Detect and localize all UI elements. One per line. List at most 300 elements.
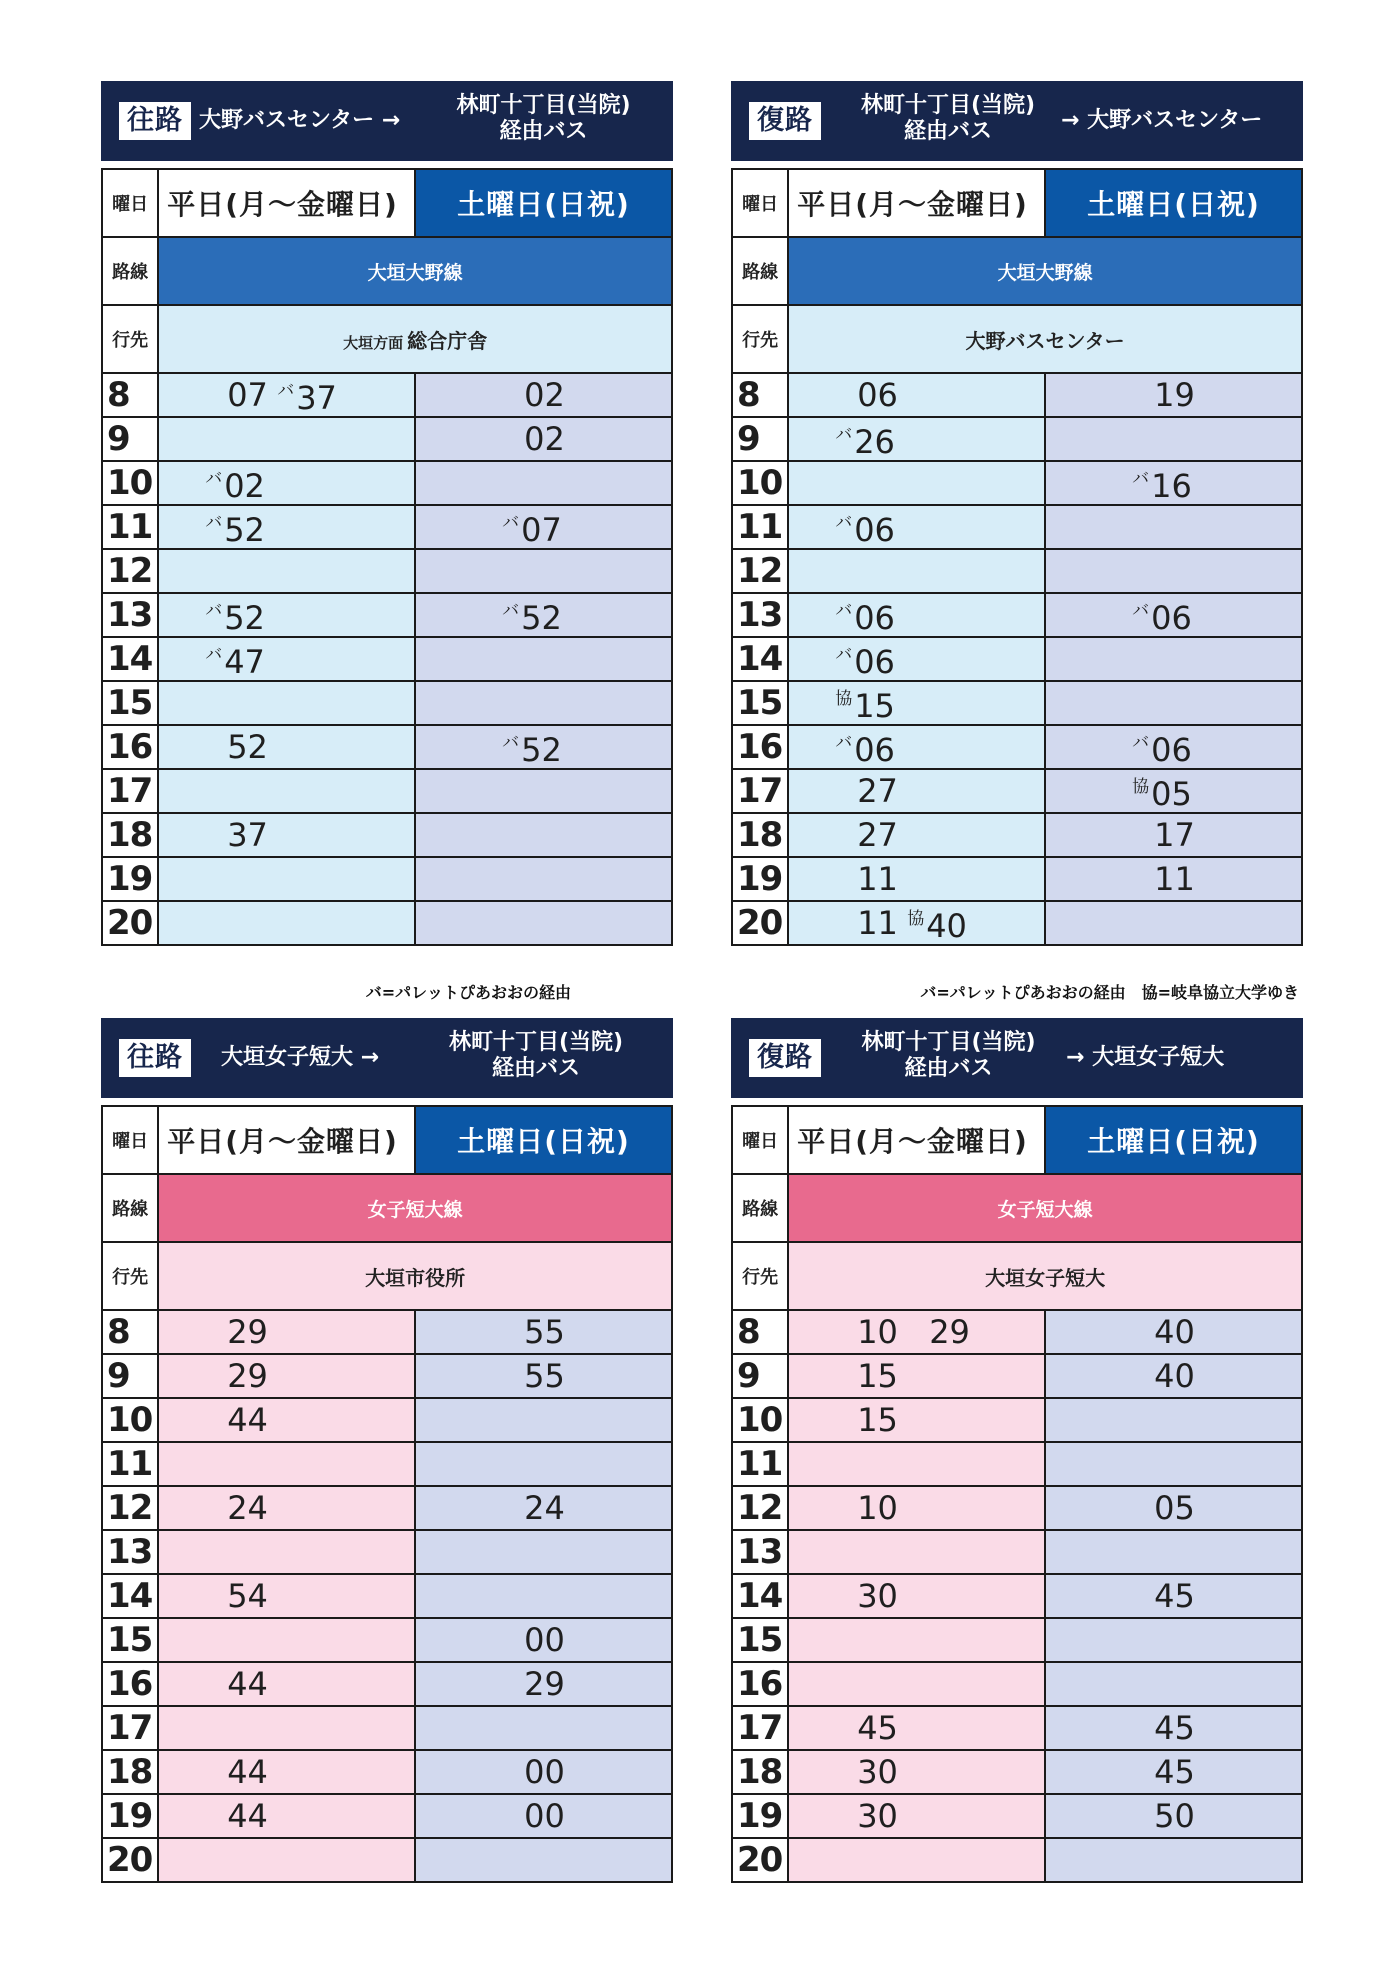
minute: 37 [296, 379, 337, 417]
destination: 大垣方面 総合庁舎 [158, 305, 672, 373]
weekday-times-cell [788, 637, 1045, 681]
departure-time [524, 1797, 565, 1835]
hour-label: 13 [102, 1530, 158, 1574]
weekday-times-cell [158, 725, 415, 769]
timetable [731, 168, 1303, 946]
hour-row [732, 1310, 1302, 1354]
day-label: 曜日 [732, 1106, 788, 1174]
hour-label: 9 [732, 417, 788, 461]
route-marker: バ [835, 601, 853, 621]
minute: 45 [1154, 1753, 1195, 1791]
departure-time [524, 1621, 565, 1659]
minute: 44 [227, 1401, 268, 1439]
weekday-times-cell [158, 1662, 415, 1706]
weekend-times-cell [415, 1486, 672, 1530]
hour-row [102, 1618, 672, 1662]
weekday-times-cell [158, 1486, 415, 1530]
weekday-times-cell [788, 1794, 1045, 1838]
panel-header [731, 1018, 1303, 1098]
weekend-times-cell [1045, 1662, 1302, 1706]
weekend-times-cell [415, 1530, 672, 1574]
hour-row [102, 1486, 672, 1530]
minute: 27 [857, 772, 898, 810]
hour-row [732, 1706, 1302, 1750]
route-label: 路線 [732, 1174, 788, 1242]
minute: 05 [1154, 1489, 1195, 1527]
departure-time [1154, 1313, 1195, 1351]
weekday-times-cell [158, 1310, 415, 1354]
weekday-times-cell [788, 1442, 1045, 1486]
minute: 06 [1151, 599, 1192, 637]
day-label: 曜日 [102, 169, 158, 237]
hour-row [102, 1310, 672, 1354]
departure-time [857, 1313, 898, 1351]
weekend-times-cell [415, 505, 672, 549]
via-label: 林町十丁目(当院) 経由バス [456, 93, 631, 144]
dest-label: 行先 [102, 1242, 158, 1310]
hour-label: 19 [102, 1794, 158, 1838]
weekend-times-cell [415, 813, 672, 857]
hour-label: 8 [732, 1310, 788, 1354]
weekend-times-cell [1045, 813, 1302, 857]
minute: 00 [524, 1753, 565, 1791]
minute: 29 [227, 1357, 268, 1395]
hour-label: 8 [102, 1310, 158, 1354]
hour-row [732, 1662, 1302, 1706]
departure-time [227, 1753, 268, 1791]
departure-time [857, 1709, 898, 1747]
hour-row [732, 725, 1302, 769]
weekend-times-cell [1045, 901, 1302, 945]
panel-header [101, 1018, 673, 1098]
weekend-times-cell [415, 1442, 672, 1486]
minute: 40 [1154, 1357, 1195, 1395]
weekday-times-cell [158, 505, 415, 549]
departure-time [524, 376, 565, 414]
weekend-header: 土曜日(日祝) [415, 1106, 672, 1174]
route-marker: バ [835, 733, 853, 753]
weekday-times-cell [788, 1706, 1045, 1750]
weekend-times-cell [415, 1574, 672, 1618]
minute: 26 [854, 423, 895, 461]
route-name: 大垣大野線 [158, 237, 672, 305]
hour-label: 19 [732, 1794, 788, 1838]
departure-time [835, 684, 895, 725]
departure-time [857, 1797, 898, 1835]
minute: 37 [227, 816, 268, 854]
weekday-times-cell [788, 593, 1045, 637]
departure-time [857, 772, 898, 810]
hour-row [732, 1794, 1302, 1838]
route-name: 女子短大線 [158, 1174, 672, 1242]
minute: 44 [227, 1753, 268, 1791]
departure-time [857, 1489, 898, 1527]
weekend-header: 土曜日(日祝) [1045, 1106, 1302, 1174]
weekday-times-cell [788, 1486, 1045, 1530]
departure-time [857, 904, 898, 942]
departure-time [857, 376, 898, 414]
route-marker: バ [1132, 469, 1150, 489]
weekend-times-cell [1045, 769, 1302, 813]
hour-label: 9 [102, 417, 158, 461]
route-marker: バ [205, 601, 223, 621]
route-marker: バ [205, 469, 223, 489]
dest-label: 行先 [732, 305, 788, 373]
weekend-times-cell [1045, 549, 1302, 593]
hour-label: 15 [102, 1618, 158, 1662]
weekday-times-cell [158, 637, 415, 681]
hour-label: 8 [102, 373, 158, 417]
direction-badge: 往路 [119, 1039, 191, 1077]
minute: 40 [926, 907, 967, 945]
minute: 29 [524, 1665, 565, 1703]
departure-time [502, 596, 562, 637]
minute: 29 [929, 1313, 970, 1351]
weekend-times-cell [415, 637, 672, 681]
minute: 44 [227, 1797, 268, 1835]
departure-time [227, 1577, 268, 1615]
hour-row [732, 857, 1302, 901]
origin-label: 大垣女子短大 → [221, 1045, 380, 1070]
hour-label: 10 [102, 1398, 158, 1442]
hour-row [732, 813, 1302, 857]
hour-label: 12 [732, 1486, 788, 1530]
direction-badge: 復路 [749, 102, 821, 140]
departure-time [857, 1577, 898, 1615]
hour-row [732, 637, 1302, 681]
hour-row [102, 1530, 672, 1574]
departure-time [1154, 860, 1195, 898]
weekday-times-cell [158, 1794, 415, 1838]
weekend-times-cell [1045, 505, 1302, 549]
weekday-times-cell [788, 373, 1045, 417]
hour-label: 18 [102, 813, 158, 857]
route-marker: バ [835, 645, 853, 665]
minute: 10 [857, 1313, 898, 1351]
hour-label: 13 [732, 593, 788, 637]
hour-row [732, 681, 1302, 725]
hour-row [102, 1750, 672, 1794]
weekday-times-cell [788, 1838, 1045, 1882]
weekend-times-cell [415, 1310, 672, 1354]
weekday-times-cell [788, 813, 1045, 857]
hour-label: 19 [102, 857, 158, 901]
departure-time [835, 420, 895, 461]
minute: 52 [521, 599, 562, 637]
hour-row [102, 1354, 672, 1398]
minute: 00 [524, 1797, 565, 1835]
weekend-times-cell [415, 593, 672, 637]
route-marker: バ [502, 733, 520, 753]
route-name: 大垣大野線 [788, 237, 1302, 305]
minute: 30 [857, 1797, 898, 1835]
departure-time [205, 640, 265, 681]
minute: 40 [1154, 1313, 1195, 1351]
hour-row [102, 637, 672, 681]
timetable-panel-outbound-ono [101, 81, 673, 946]
weekday-header: 平日(月〜金曜日) [158, 1106, 415, 1174]
hour-label: 10 [102, 461, 158, 505]
hour-label: 14 [732, 637, 788, 681]
weekend-header: 土曜日(日祝) [415, 169, 672, 237]
hour-label: 16 [102, 725, 158, 769]
hour-row [102, 1398, 672, 1442]
departure-time [929, 1313, 970, 1351]
weekend-times-cell [1045, 637, 1302, 681]
weekend-times-cell [1045, 1750, 1302, 1794]
route-marker: バ [502, 601, 520, 621]
weekday-times-cell [158, 1838, 415, 1882]
weekday-times-cell [788, 1354, 1045, 1398]
hour-row [102, 505, 672, 549]
departure-time [835, 640, 895, 681]
hour-label: 11 [732, 1442, 788, 1486]
minute: 27 [857, 816, 898, 854]
minute: 44 [227, 1665, 268, 1703]
weekday-times-cell [158, 1618, 415, 1662]
weekday-times-cell [788, 1750, 1045, 1794]
weekend-times-cell [1045, 857, 1302, 901]
destination-label: → 大垣女子短大 [1066, 1045, 1225, 1070]
hour-row [102, 373, 672, 417]
minute: 47 [224, 643, 265, 681]
minute: 02 [224, 467, 265, 505]
weekend-times-cell [1045, 593, 1302, 637]
weekend-times-cell [415, 1398, 672, 1442]
minute: 19 [1154, 376, 1195, 414]
departure-time [227, 1797, 268, 1835]
hour-row [732, 1574, 1302, 1618]
departure-time [277, 376, 337, 417]
weekday-times-cell [788, 461, 1045, 505]
direction-badge: 往路 [119, 102, 191, 140]
weekday-header: 平日(月〜金曜日) [788, 1106, 1045, 1174]
hour-row [102, 1442, 672, 1486]
minute: 30 [857, 1753, 898, 1791]
departure-time [835, 508, 895, 549]
hour-label: 12 [102, 1486, 158, 1530]
minute: 52 [521, 731, 562, 769]
departure-time [857, 1357, 898, 1395]
hour-row [732, 417, 1302, 461]
weekday-times-cell [158, 1750, 415, 1794]
departure-time [857, 1753, 898, 1791]
minute: 52 [227, 728, 268, 766]
hour-label: 18 [732, 1750, 788, 1794]
departure-time [1154, 1709, 1195, 1747]
weekend-times-cell [415, 373, 672, 417]
weekday-times-cell [158, 769, 415, 813]
minute: 55 [524, 1313, 565, 1351]
weekend-times-cell [1045, 681, 1302, 725]
weekday-times-cell [158, 1354, 415, 1398]
hour-label: 13 [102, 593, 158, 637]
minute: 45 [1154, 1709, 1195, 1747]
minute: 06 [854, 511, 895, 549]
weekend-times-cell [1045, 1794, 1302, 1838]
weekday-times-cell [788, 1574, 1045, 1618]
departure-time [1154, 816, 1195, 854]
hour-label: 20 [102, 1838, 158, 1882]
hour-label: 12 [732, 549, 788, 593]
weekend-times-cell [415, 857, 672, 901]
hour-row [732, 1530, 1302, 1574]
departure-time [1154, 1577, 1195, 1615]
hour-label: 16 [732, 725, 788, 769]
minute: 15 [854, 687, 895, 725]
weekday-header: 平日(月〜金曜日) [788, 169, 1045, 237]
hour-row [732, 901, 1302, 945]
hour-row [102, 681, 672, 725]
weekday-times-cell [788, 857, 1045, 901]
panel-header [731, 81, 1303, 161]
weekend-times-cell [1045, 1574, 1302, 1618]
hour-row [732, 1442, 1302, 1486]
departure-time [524, 420, 565, 458]
departure-time [524, 1489, 565, 1527]
departure-time [227, 728, 268, 766]
minute: 11 [857, 904, 898, 942]
route-marker: バ [205, 513, 223, 533]
minute: 06 [857, 376, 898, 414]
hour-label: 19 [732, 857, 788, 901]
weekend-times-cell [1045, 373, 1302, 417]
minute: 07 [227, 376, 268, 414]
hour-label: 11 [102, 505, 158, 549]
departure-time [1154, 376, 1195, 414]
hour-row [732, 593, 1302, 637]
weekend-times-cell [1045, 1618, 1302, 1662]
hour-label: 16 [102, 1662, 158, 1706]
weekend-times-cell [415, 461, 672, 505]
hour-label: 15 [102, 681, 158, 725]
via-label: 林町十丁目(当院) 経由バス [448, 1030, 624, 1081]
hour-row [102, 769, 672, 813]
hour-label: 8 [732, 373, 788, 417]
route-name: 女子短大線 [788, 1174, 1302, 1242]
weekday-times-cell [788, 1310, 1045, 1354]
route-marker: バ [502, 513, 520, 533]
weekday-times-cell [158, 417, 415, 461]
minute: 29 [227, 1313, 268, 1351]
route-label: 路線 [102, 237, 158, 305]
departure-time [1154, 1489, 1195, 1527]
weekend-times-cell [1045, 1354, 1302, 1398]
minute: 00 [524, 1621, 565, 1659]
weekend-times-cell [415, 1706, 672, 1750]
minute: 06 [854, 731, 895, 769]
hour-row [732, 461, 1302, 505]
route-marker: バ [205, 645, 223, 665]
departure-time [1132, 464, 1192, 505]
departure-time [227, 816, 268, 854]
hour-row [732, 769, 1302, 813]
departure-time [1154, 1753, 1195, 1791]
weekday-times-cell [788, 681, 1045, 725]
weekday-header: 平日(月〜金曜日) [158, 169, 415, 237]
weekday-times-cell [158, 681, 415, 725]
day-label: 曜日 [102, 1106, 158, 1174]
weekday-times-cell [158, 373, 415, 417]
weekend-times-cell [1045, 1398, 1302, 1442]
weekday-times-cell [158, 901, 415, 945]
minute: 50 [1154, 1797, 1195, 1835]
weekday-times-cell [788, 1662, 1045, 1706]
origin-label: 大野バスセンター → [199, 108, 401, 133]
hour-label: 18 [102, 1750, 158, 1794]
weekend-times-cell [1045, 1310, 1302, 1354]
departure-time [1132, 596, 1192, 637]
weekend-times-cell [1045, 1486, 1302, 1530]
hour-label: 15 [732, 681, 788, 725]
departure-time [227, 1489, 268, 1527]
departure-time [524, 1753, 565, 1791]
route-marker: バ [835, 425, 853, 445]
weekend-times-cell [415, 1750, 672, 1794]
minute: 55 [524, 1357, 565, 1395]
hour-label: 9 [732, 1354, 788, 1398]
weekend-times-cell [1045, 417, 1302, 461]
route-marker: 協 [1132, 777, 1150, 797]
weekday-times-cell [788, 549, 1045, 593]
departure-time [524, 1357, 565, 1395]
hour-row [102, 549, 672, 593]
departure-time [502, 508, 562, 549]
hour-row [102, 1662, 672, 1706]
destination: 大垣女子短大 [788, 1242, 1302, 1310]
departure-time [1132, 728, 1192, 769]
minute: 52 [224, 511, 265, 549]
weekday-times-cell [788, 901, 1045, 945]
departure-time [502, 728, 562, 769]
weekday-times-cell [158, 1442, 415, 1486]
hour-row [732, 1354, 1302, 1398]
destination: 大垣市役所 [158, 1242, 672, 1310]
weekday-times-cell [158, 813, 415, 857]
minute: 15 [857, 1357, 898, 1395]
hour-row [102, 1706, 672, 1750]
panel-header [101, 81, 673, 161]
destination-label: → 大野バスセンター [1061, 108, 1263, 133]
weekend-times-cell [1045, 461, 1302, 505]
weekend-times-cell [415, 1838, 672, 1882]
departure-time [857, 816, 898, 854]
departure-time [205, 596, 265, 637]
departure-time [857, 1401, 898, 1439]
minute: 16 [1151, 467, 1192, 505]
weekday-times-cell [158, 593, 415, 637]
weekday-times-cell [788, 1618, 1045, 1662]
departure-time [227, 376, 268, 414]
destination: 大野バスセンター [788, 305, 1302, 373]
weekend-times-cell [415, 681, 672, 725]
departure-time [205, 464, 265, 505]
departure-time [205, 508, 265, 549]
minute: 02 [524, 376, 565, 414]
hour-label: 9 [102, 1354, 158, 1398]
departure-time [227, 1401, 268, 1439]
minute: 07 [521, 511, 562, 549]
hour-row [102, 417, 672, 461]
weekend-times-cell [415, 1354, 672, 1398]
hour-label: 20 [732, 1838, 788, 1882]
weekend-times-cell [1045, 725, 1302, 769]
weekday-times-cell [158, 857, 415, 901]
hour-row [102, 813, 672, 857]
hour-row [732, 1486, 1302, 1530]
timetable-panel-outbound-joshitandai [101, 1018, 673, 1883]
hour-label: 17 [102, 1706, 158, 1750]
